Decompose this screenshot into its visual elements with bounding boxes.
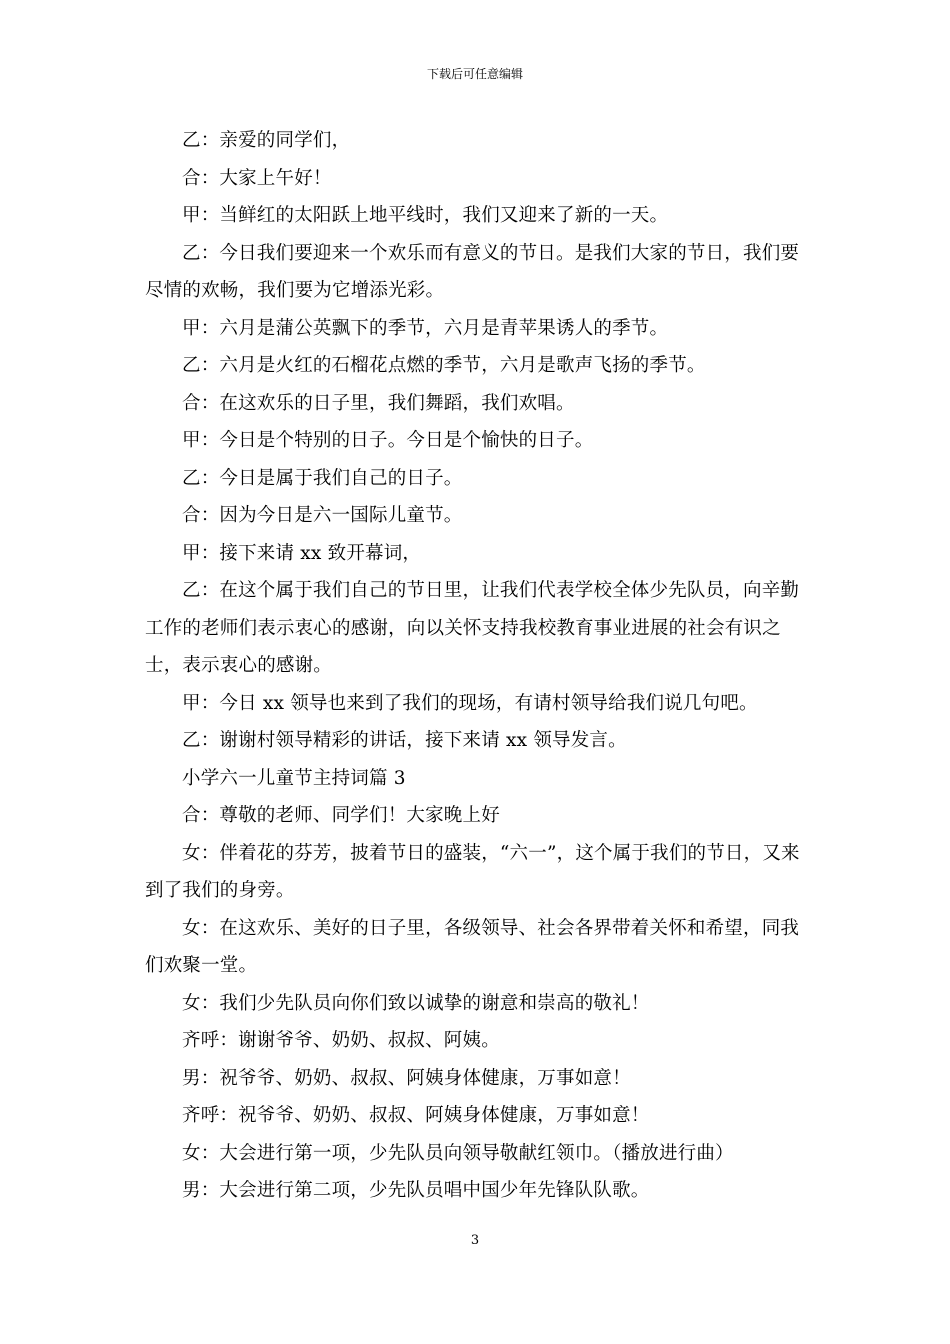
paragraph: 女：伴着花的芬芳，披着节日的盛装，“六一”，这个属于我们的节日，又来到了我们的身旁。 xyxy=(145,842,800,901)
paragraph: 乙：今日是属于我们自己的日子。 xyxy=(182,467,463,489)
paragraph: 乙：六月是火红的石榴花点燃的季节，六月是歌声飞扬的季节。 xyxy=(182,355,706,376)
paragraph: 齐呼：祝爷爷、奶奶、叔叔、阿姨身体健康，万事如意！ xyxy=(182,1105,650,1126)
paragraph: 乙：亲爱的同学们， xyxy=(182,130,351,151)
paragraph: 乙：谢谢村领导精彩的讲话，接下来请 xx 领导发言。 xyxy=(182,730,627,751)
paragraph: 男：大会进行第二项，少先队员唱中国少年先锋队队歌。 xyxy=(182,1180,650,1201)
paragraph: 甲：六月是蒲公英飘下的季节，六月是青苹果诱人的季节。 xyxy=(182,317,669,339)
paragraph: 乙：在这个属于我们自己的节日里，让我们代表学校全体少先队员，向辛勤工作的老师们表示衷心的感谢，向以关怀支持我校教育事业进展的社会有识之士，表示衷心的感谢。 xyxy=(145,580,800,676)
paragraph: 合：尊敬的老师、同学们！大家晚上好 xyxy=(182,805,500,826)
paragraph: 甲：当鲜红的太阳跃上地平线时，我们又迎来了新的一天。 xyxy=(182,205,669,226)
paragraph: 甲：接下来请 xx 致开幕词， xyxy=(182,542,422,564)
paragraph: 甲：今日是个特别的日子。今日是个愉快的日子。 xyxy=(182,430,594,451)
paragraph: 女：在这欢乐、美好的日子里，各级领导、社会各界带着关怀和希望，同我们欢聚一堂。 xyxy=(145,917,800,976)
page-number: 3 xyxy=(470,1233,480,1248)
paragraph: 合：在这欢乐的日子里，我们舞蹈，我们欢唱。 xyxy=(182,392,575,414)
paragraph: 女：我们少先队员向你们致以诚挚的谢意和崇高的敬礼！ xyxy=(182,992,650,1014)
paragraph: 乙：今日我们要迎来一个欢乐而有意义的节日。是我们大家的节日，我们要尽情的欢畅，我们要为它增添光彩。 xyxy=(145,242,800,301)
section-heading: 小学六一儿童节主持词篇 3 xyxy=(182,767,406,789)
paragraph: 甲：今日 xx 领导也来到了我们的现场，有请村领导给我们说几句吧。 xyxy=(182,692,758,714)
paragraph: 女：大会进行第一项，少先队员向领导敬献红领巾。（播放进行曲） xyxy=(182,1142,734,1164)
paragraph: 合：因为今日是六一国际儿童节。 xyxy=(182,505,463,526)
page-header: 下载后可任意编辑 xyxy=(426,67,523,81)
paragraph: 齐呼：谢谢爷爷、奶奶、叔叔、阿姨。 xyxy=(182,1030,500,1051)
paragraph: 男：祝爷爷、奶奶、叔叔、阿姨身体健康，万事如意！ xyxy=(182,1067,631,1089)
document-body xyxy=(145,122,809,1210)
paragraph: 合：大家上午好！ xyxy=(182,167,332,189)
